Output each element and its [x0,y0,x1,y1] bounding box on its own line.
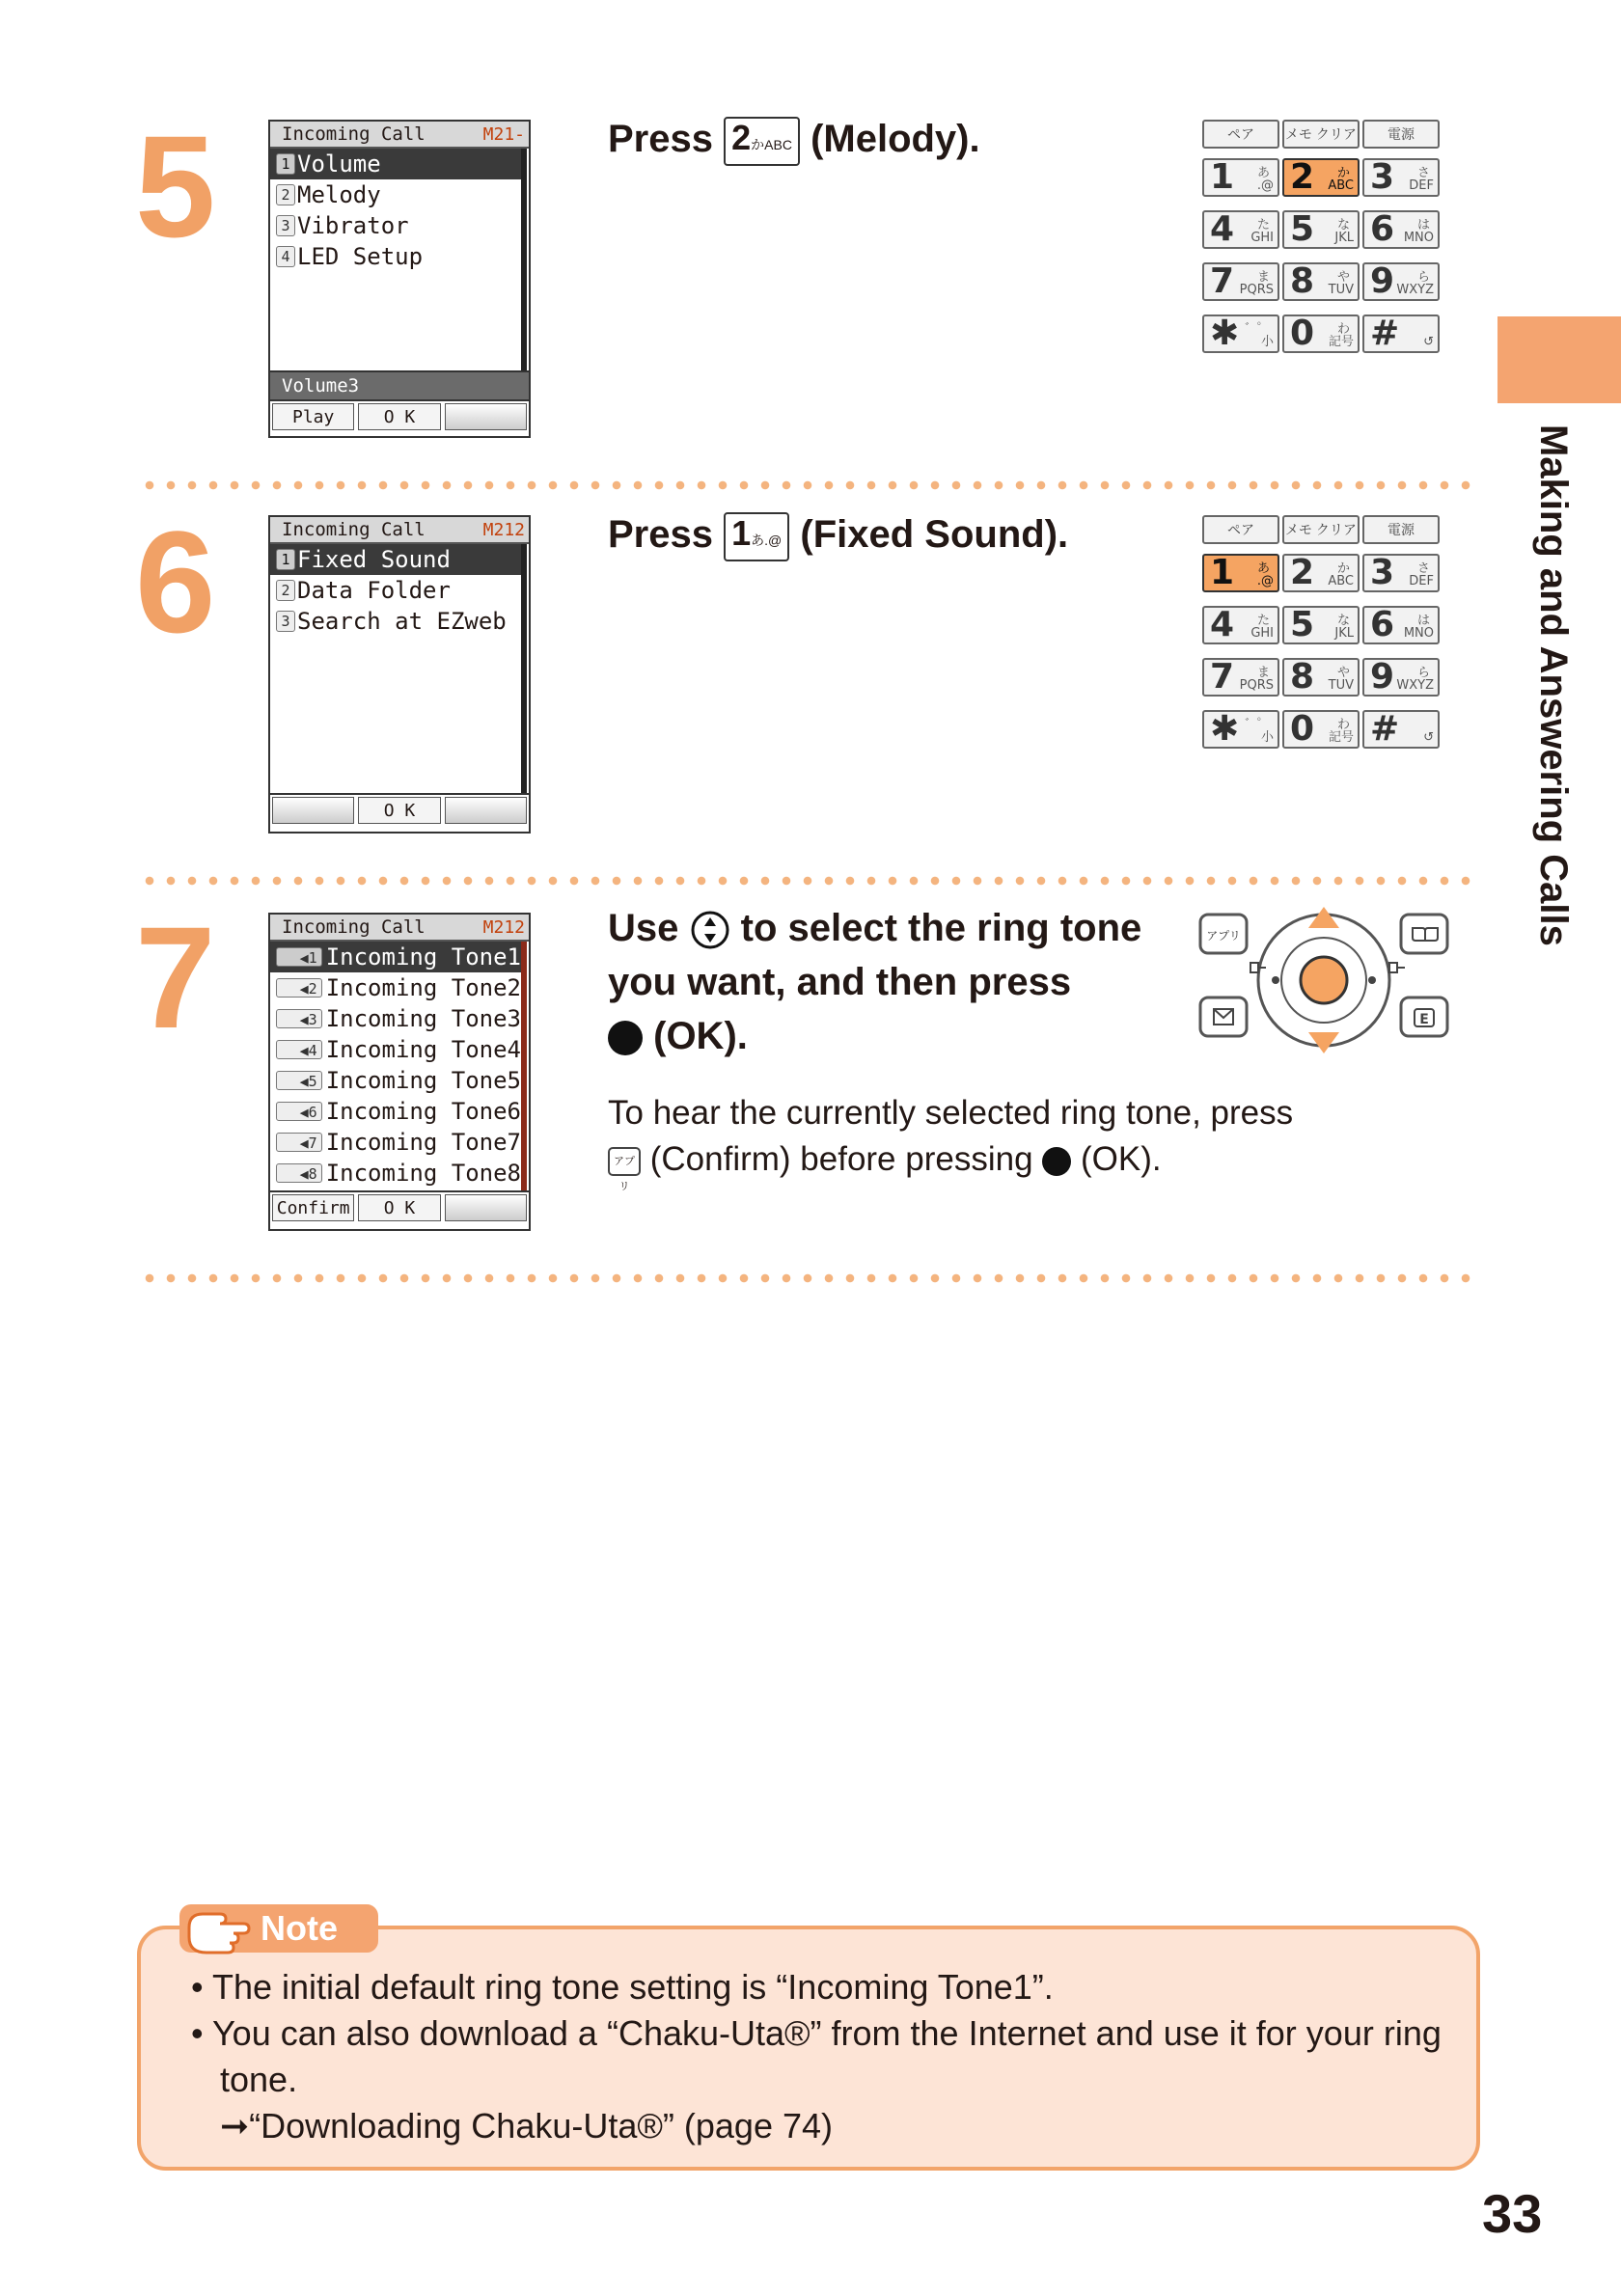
menu-item-volume[interactable]: 1 Volume [270,149,521,179]
center-ok-key [1301,957,1347,1003]
list-item[interactable]: ◀︎4 Incoming Tone4 [270,1034,521,1065]
chapter-title: Making and Answering Calls [1532,424,1575,946]
list-item[interactable]: ◀︎8 Incoming Tone8 [270,1158,521,1189]
key-2[interactable]: 2 か ABC [1282,554,1360,592]
softkey-empty [445,403,527,430]
key-hash[interactable]: # ↺ [1362,314,1440,353]
key-6[interactable]: 6 は MNO [1362,210,1440,249]
speaker-icon: ◀︎4 [276,1040,322,1059]
instruction-step5: Press 2かABC (Melody). [608,112,980,166]
power-key[interactable]: 電源 [1362,120,1440,149]
key-4[interactable]: 4 た GHI [1202,210,1279,249]
phone-screen-step5 [268,120,531,438]
softkey-ok[interactable]: O K [358,403,440,430]
speaker-icon: ◀︎2 [276,978,322,998]
pair-key[interactable]: ペア [1202,515,1279,544]
note-reference[interactable]: ➞“Downloading Chaku-Uta®” (page 74) [220,2106,833,2146]
svg-text:E: E [1419,1012,1429,1027]
instruction-step6: Press 1あ.@ (Fixed Sound). [608,507,1068,561]
menu-item-fixed-sound[interactable]: 1 Fixed Sound [270,544,521,575]
key-0[interactable]: 0 わ 記号 [1282,710,1360,749]
menu-item-search-ezweb[interactable]: 3 Search at EZweb [270,606,521,637]
center-key-icon [1042,1147,1071,1176]
list-item[interactable]: ◀︎6 Incoming Tone6 [270,1096,521,1127]
menu-item-melody[interactable]: 2 Melody [270,179,521,210]
menu-list [270,544,527,793]
key-8[interactable]: 8 や TUV [1282,262,1360,301]
key-star[interactable]: ✱ ゛゜ 小 [1202,314,1279,353]
key-8[interactable]: 8 や TUV [1282,658,1360,697]
key-6[interactable]: 6 は MNO [1362,606,1440,644]
softkey-ok[interactable]: O K [358,1194,440,1221]
memo-clear-key[interactable]: メモ クリア [1282,120,1360,149]
key-2-icon: 2かABC [724,117,800,166]
app-key-icon: アプリ [608,1147,641,1176]
pointing-hand-icon [183,1899,253,1958]
key-0[interactable]: 0 わ 記号 [1282,314,1360,353]
list-item[interactable]: ◀︎5 Incoming Tone5 [270,1065,521,1096]
power-key[interactable]: 電源 [1362,515,1440,544]
dotted-separator [139,1273,1480,1283]
dotted-separator [139,480,1480,490]
key-1-icon: 1あ.@ [724,512,789,561]
list-item[interactable]: ◀︎2 Incoming Tone2 [270,972,521,1003]
step-number-5: 5 [135,105,216,267]
note-tab [179,1904,378,1953]
speaker-icon: ◀︎7 [276,1133,322,1152]
page-number: 33 [1482,2183,1543,2244]
key-star[interactable]: ✱ ゛゜ 小 [1202,710,1279,749]
key-1[interactable]: 1 あ .@ [1202,158,1279,197]
speaker-icon: ◀︎5 [276,1071,322,1090]
key-4[interactable]: 4 た GHI [1202,606,1279,644]
note-item: • You can also download a “Chaku-Uta®” from the Internet and use it for your ring tone. [191,2013,1442,2099]
key-7[interactable]: 7 ま PQRS [1202,658,1279,697]
key-hash[interactable]: # ↺ [1362,710,1440,749]
speaker-icon: ◀︎8 [276,1163,322,1183]
dotted-separator [139,876,1480,886]
instruction-step7: Use to select the ring tone you want, and then press (OK). [608,907,1142,1057]
menu-item-data-folder[interactable]: 2 Data Folder [270,575,521,606]
keypad-step6 [1202,515,1447,762]
phone-screen-step6 [268,515,531,834]
menu-item-vibrator[interactable]: 3 Vibrator [270,210,521,241]
ring-tone-list [270,942,527,1190]
softkey-empty [272,797,354,824]
screen-header: Incoming Call M21- [270,122,529,149]
speaker-icon: ◀︎1 [276,947,322,967]
note-title: Note [261,1908,338,1948]
key-3[interactable]: 3 さ DEF [1362,554,1440,592]
softkey-bar [270,793,529,826]
key-7[interactable]: 7 ま PQRS [1202,262,1279,301]
memo-clear-key[interactable]: メモ クリア [1282,515,1360,544]
note-list [191,1964,1445,2149]
phone-screen-step7 [268,913,531,1231]
softkey-ok[interactable]: O K [358,797,440,824]
speaker-icon: ◀︎3 [276,1009,322,1028]
key-9[interactable]: 9 ら WXYZ [1362,658,1440,697]
softkey-bar [270,399,529,432]
softkey-empty [445,1194,527,1221]
chapter-tab [1497,316,1621,403]
key-5[interactable]: 5 な JKL [1282,210,1360,249]
softkey-play[interactable]: Play [272,403,354,430]
softkey-empty [445,797,527,824]
note-item: • The initial default ring tone setting is “Incoming Tone1”. [191,1967,1054,2007]
key-9[interactable]: 9 ら WXYZ [1362,262,1440,301]
app-button-label: アプリ [1206,929,1241,943]
navigation-key-icon [690,910,730,950]
instruction-subtext: To hear the currently selected ring tone, press アプリ (Confirm) before pressing (OK). [608,1094,1294,1192]
center-key-icon [608,1021,643,1055]
step-number-7: 7 [135,896,216,1058]
softkey-confirm[interactable]: Confirm [272,1194,354,1221]
key-3[interactable]: 3 さ DEF [1362,158,1440,197]
step-number-6: 6 [135,501,216,663]
speaker-icon: ◀︎6 [276,1102,322,1121]
pair-key[interactable]: ペア [1202,120,1279,149]
screen-header: Incoming Call M212 [270,915,529,942]
list-item[interactable]: ◀︎7 Incoming Tone7 [270,1127,521,1158]
key-5[interactable]: 5 な JKL [1282,606,1360,644]
menu-item-led-setup[interactable]: 4 LED Setup [270,241,521,272]
navigation-pad-diagram [1196,903,1451,1059]
keypad-step5 [1202,120,1447,367]
list-item[interactable]: ◀︎1 Incoming Tone1 [270,942,521,972]
key-1-highlighted[interactable]: 1 あ .@ [1202,554,1279,592]
status-bar: Volume3 [270,370,529,399]
key-2-highlighted[interactable]: 2 か ABC [1282,158,1360,197]
list-item[interactable]: ◀︎3 Incoming Tone3 [270,1003,521,1034]
menu-list [270,149,527,370]
screen-header: Incoming Call M212 [270,517,529,544]
softkey-bar [270,1190,529,1223]
